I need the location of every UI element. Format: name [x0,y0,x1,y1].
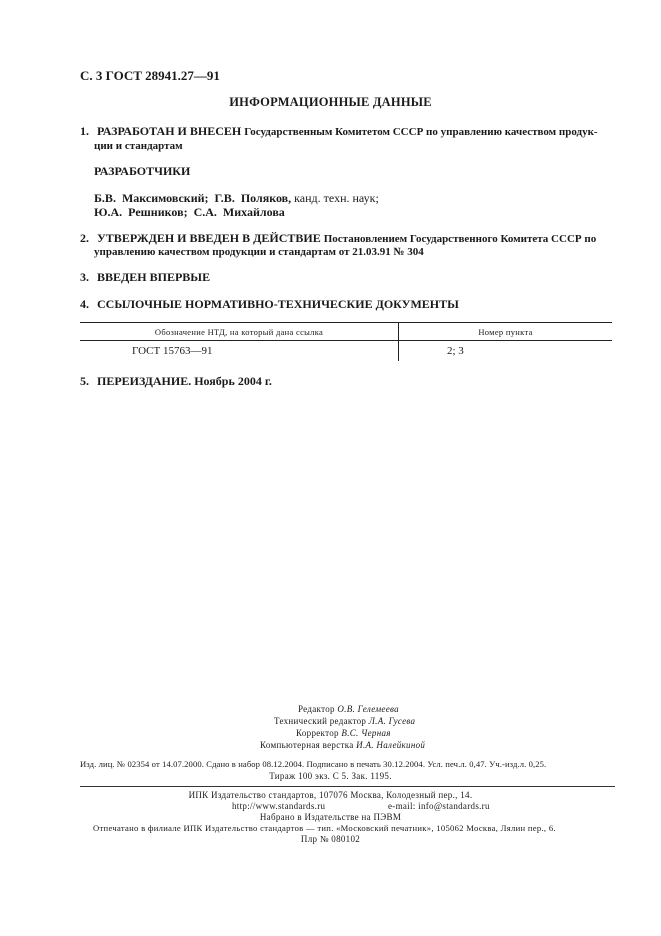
item-1-number: 1. [80,124,89,138]
imprint-editor [298,704,399,714]
imprint-publisher: ИПК Издательство стандартов, 107076 Москва, Колодезный пер., 14. [188,790,473,800]
imprint-typeset: Набрано в Издательстве на ПЭВМ [259,812,402,822]
item-1-bold: РАЗРАБОТАН И ВНЕСЕН [97,124,242,138]
developers-degree: канд. техн. наук; [294,191,379,205]
imprint-license-line: Изд. лиц. № 02354 от 14.07.2000. Сдано в набор 08.12.2004. Подписано в печать 30.12.2004. Усл. печ.л. 0,47. Уч.-изд.л. 0,25. [80,759,547,769]
table-row [80,341,612,362]
imprint-website: http://www.standards.ru [232,801,326,811]
table-cell-doc: ГОСТ 15763—91 [80,341,399,362]
section-title: ИНФОРМАЦИОННЫЕ ДАННЫЕ [229,95,432,109]
item-1-line2: ции и стандартам [94,140,183,152]
item-5-text: ПЕРЕИЗДАНИЕ. Ноябрь 2004 г. [97,374,272,388]
developers-heading: РАЗРАБОТЧИКИ [94,164,191,178]
imprint-editor-name: О.В. Гелемеева [337,704,399,714]
item-2-number: 2. [80,231,89,245]
imprint-printed: Отпечатано в филиале ИПК Издательство стандартов — тип. «Московский печатник», 105062 Москва, Лялин пер., 6. [93,823,556,833]
imprint-editor-label: Редактор [298,704,335,714]
table-header-row [80,323,612,341]
imprint-tech [274,716,415,726]
imprint-corr-name: В.С. Черная [341,728,391,738]
imprint-corr-label: Корректор [296,728,339,738]
item-4-number: 4. [80,297,89,311]
imprint-tech-name: Л.А. Гусева [368,716,416,726]
item-3-text: ВВЕДЕН ВПЕРВЫЕ [97,270,211,284]
table-header-point: Номер пункта [399,323,613,341]
imprint-divider [80,786,615,787]
imprint-layout-name: И.А. Налейкиной [356,740,426,750]
item-4 [80,297,459,312]
item-2-line1: Постановлением Государственного Комитета СССР по [323,233,597,245]
item-5 [80,374,272,389]
item-3 [80,270,210,285]
item-4-text: ССЫЛОЧНЫЕ НОРМАТИВНО-ТЕХНИЧЕСКИЕ ДОКУМЕНТЫ [97,297,459,311]
imprint-corrector [296,728,391,738]
imprint-print-run: Тираж 100 экз. С 5. Зак. 1195. [269,771,392,781]
item-2-bold: УТВЕРЖДЕН И ВВЕДЕН В ДЕЙСТВИЕ [97,231,321,245]
imprint-plr: Плр № 080102 [300,834,361,844]
developers-line2: Ю.А. Решников; С.А. Михайлова [94,205,285,219]
item-2-line2: управлению качеством продукции и стандартам от 21.03.91 № 304 [94,246,424,258]
imprint-layout [260,740,425,750]
item-3-number: 3. [80,270,89,284]
item-1-line1: Государственным Комитетом СССР по управлению качеством продук- [244,126,598,138]
reference-table [80,322,612,361]
imprint-tech-label: Технический редактор [274,716,367,726]
imprint-email: e-mail: info@standards.ru [388,801,490,811]
developers-names-1: Б.В. Максимовский; Г.В. Поляков, [94,191,292,205]
table-cell-point: 2; 3 [447,345,464,357]
item-5-number: 5. [80,374,89,388]
table-header-doc: Обозначение НТД, на который дана ссылка [80,323,399,341]
page-header: С. 3 ГОСТ 28941.27—91 [80,68,220,83]
developers-line1 [94,191,379,206]
imprint-layout-label: Компьютерная верстка [260,740,354,750]
item-1 [80,124,598,140]
